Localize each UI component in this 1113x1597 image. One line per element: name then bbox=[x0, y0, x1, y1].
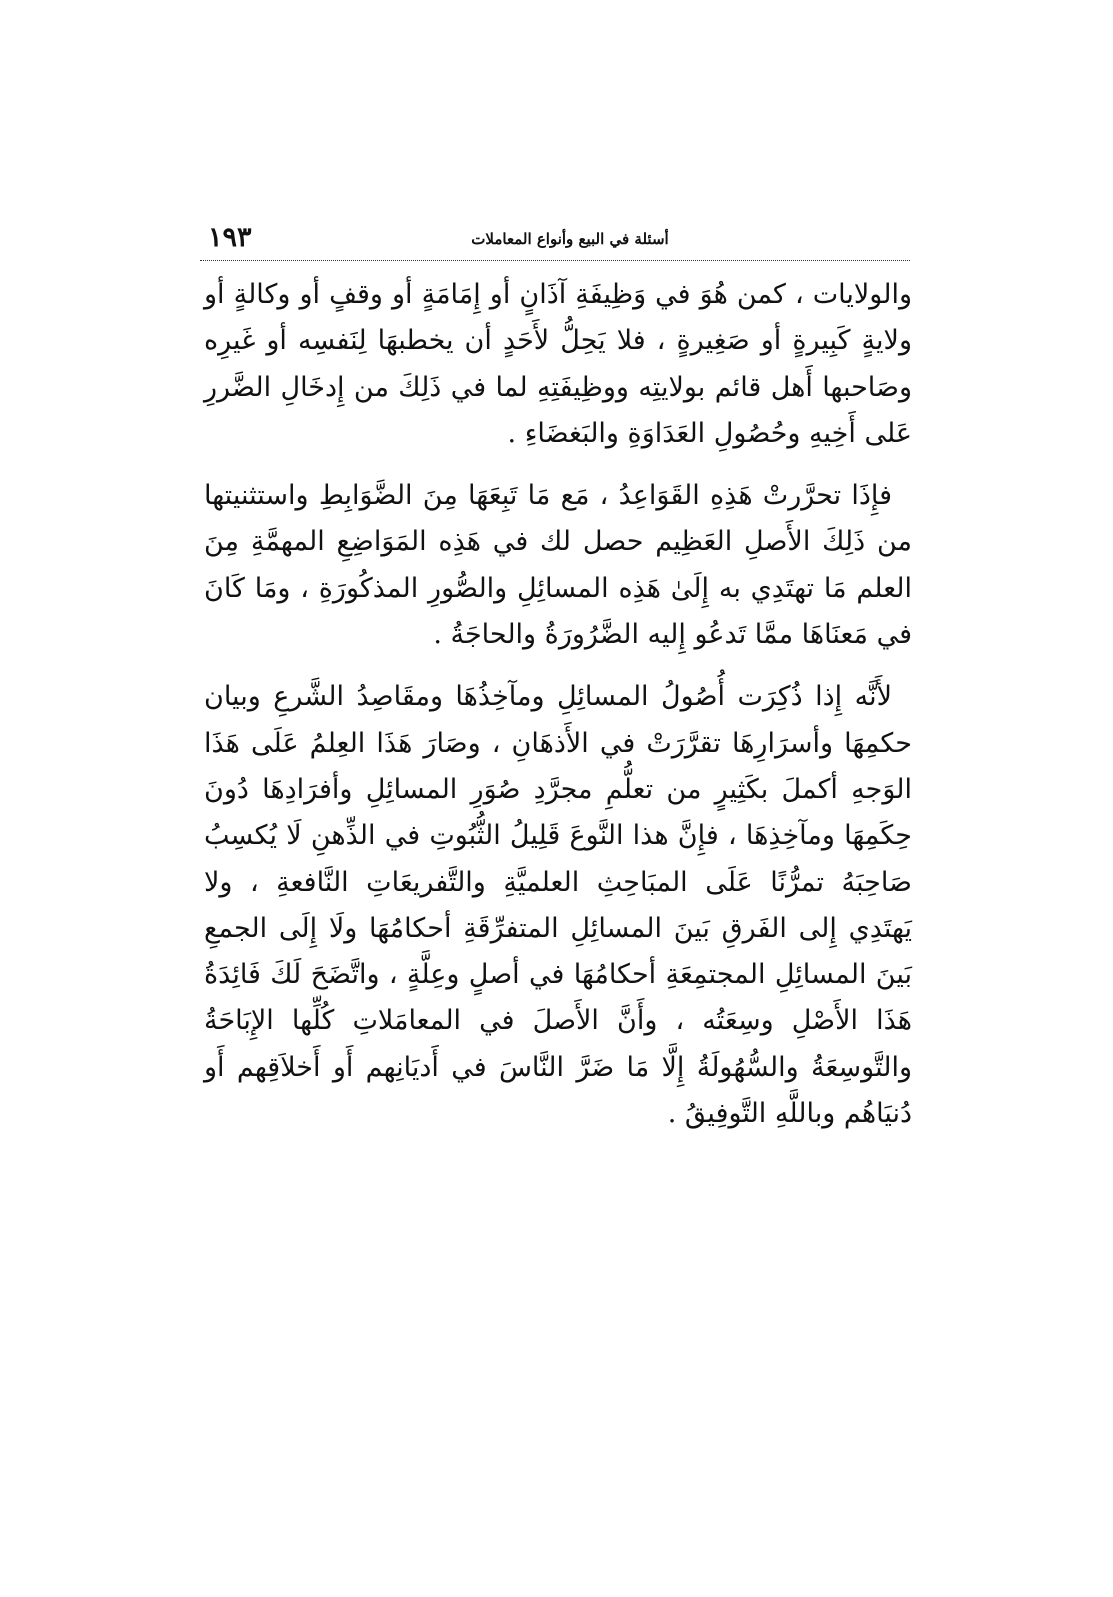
running-header bbox=[200, 222, 910, 258]
paragraph-2: فإِذَا تحرَّرتْ هَذِهِ القَوَاعِدُ ، مَع مَا تَبِعَهَا مِنَ الضَّوَابِطِ واستثنيتها من ذَلِكَ الأَصلِ العَظِيم حصل لك في هَذِه المَوَاضِعِ المهمَّةِ مِنَ العلم مَا تهتَدِي به إِلَىٰ هَذِه المسائِلِ والصُّورِ المذكُورَةِ ، ومَا كَانَ في مَعنَاهَا ممَّا تَدعُو إِليه الضَّرُورَةُ والحاجَةُ . bbox=[204, 480, 912, 651]
page-number: ١٩٣ bbox=[208, 222, 252, 253]
paragraph-3: لأَنَّه إِذا ذُكِرَت أُصُولُ المسائِلِ ومآخِذُهَا ومقَاصِدُ الشَّرعِ وبيان حكمِهَا وأسرَارِهَا تقرَّرَتْ في الأَذهَانِ ، وصَارَ هَذَا العِلمُ عَلَى هَذَا الوَجهِ أكملَ بكَثِيرٍ من تعلُّمِ مجرَّدِ صُوَرِ المسائِلِ وأفرَادِهَا دُونَ حِكَمِهَا ومآخِذِهَا ، فإِنَّ هذا النَّوعَ قَلِيلُ الثُّبُوتِ في الذِّهنِ لَا يُكسِبُ صَاحِبَهُ تمرُّنًا عَلَى المبَاحِثِ العلميَّةِ والتَّفريعَاتِ النَّافعةِ ، ولا يَهتَدِي إِلى الفَرقِ بَينَ المسائِلِ المتفرِّقَةِ أحكامُهَا ولَا إِلَى الجمعِ بَينَ المسائِلِ المجتمِعَةِ أحكامُهَا في أصلٍ وعِلَّةٍ ، واتَّضَحَ لَكَ فَائِدَةُ هَذَا الأَصْلِ وسِعَتُه ، وأَنَّ الأَصلَ في المعامَلاتِ كُلِّها الإِبَاحَةُ والتَّوسِعَةُ والسُّهُولَةُ إِلَّا مَا ضَرَّ النَّاسَ في أَديَانِهم أَو أَخلاَقِهم أَو دُنيَاهُم وباللَّهِ التَّوفِيقُ . bbox=[204, 681, 912, 1130]
body-text bbox=[204, 272, 912, 1153]
header-divider bbox=[200, 260, 910, 261]
paragraph-1: والولايات ، كمن هُوَ في وَظِيفَةِ آذَانٍ أو إِمَامَةٍ أو وقفٍ أو وكالةٍ أو ولايةٍ كَبِيرةٍ أو صَغِيرةٍ ، فلا يَحِلُّ لأَحَدٍ أن يخطبهَا لِنَفسِه أو غَيرِه وصَاحبها أَهل قائم بولايتِه ووظِيفَتِهِ لما في ذَلِكَ من إِدخَالِ الضَّررِ عَلى أَخِيهِ وحُصُولِ العَدَاوَةِ والبَغضَاءِ . bbox=[204, 279, 912, 449]
running-title: أسئلة في البيع وأنواع المعاملات bbox=[471, 230, 669, 248]
